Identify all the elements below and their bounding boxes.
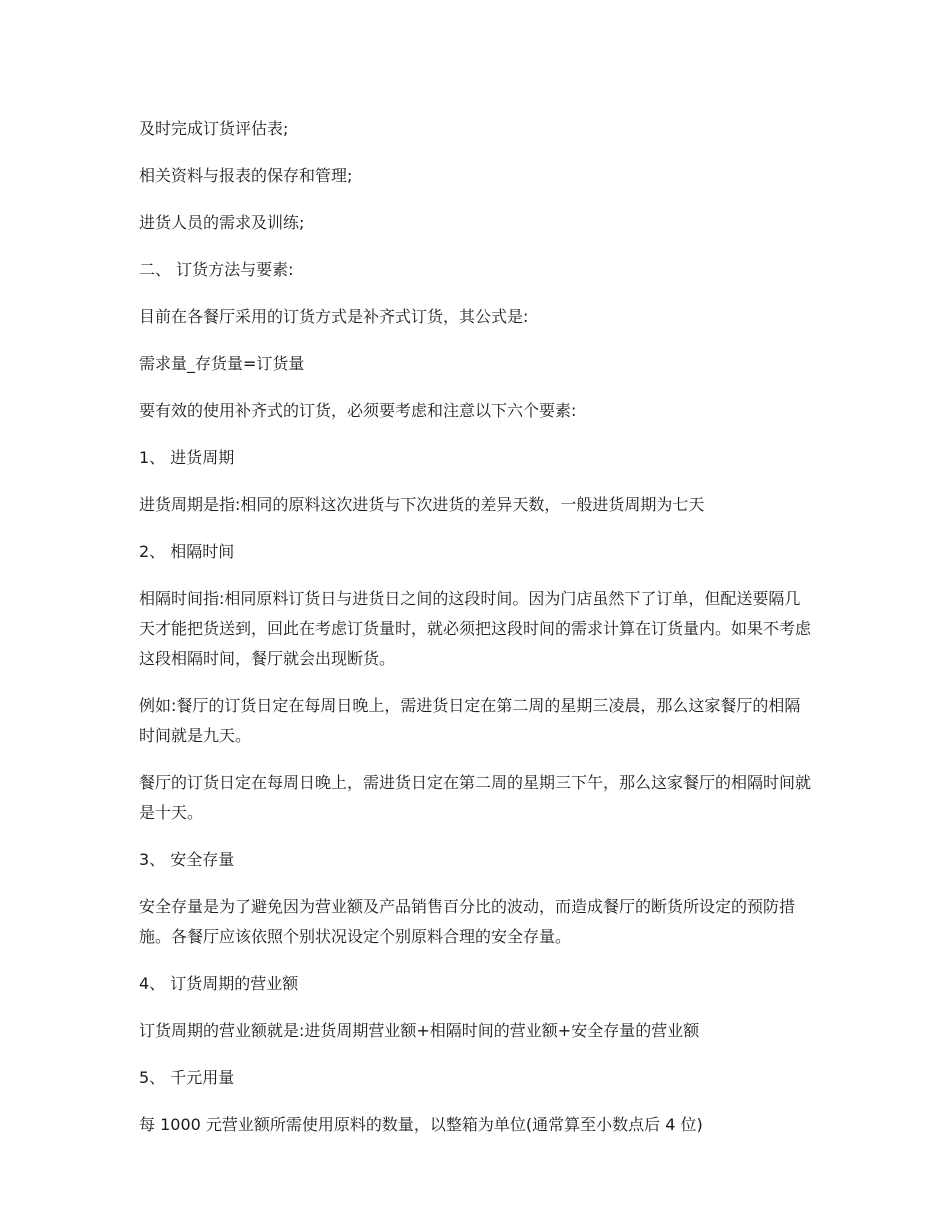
paragraph-ordering-method: 目前在各餐厅采用的订货方式是补齐式订货，其公式是: (139, 307, 529, 326)
paragraph-2: 相关资料与报表的保存和管理; (139, 166, 353, 185)
paragraph-factor-4: 订货周期的营业额就是:进货周期营业额+相隔时间的营业额+安全存量的营业额 (139, 1021, 700, 1040)
paragraph-factor-2: 相隔时间指:相同原料订货日与进货日之间的这段时间。因为门店虽然下了订单，但配送要隔几天才能把货送到，回此在考虑订货量时，就必须把这段时间的需求计算在订货量内。如果不考虑这段相隔时间，餐厅就会出现断货。 (139, 589, 812, 668)
heading-factor-5: 5、 千元用量 (139, 1068, 235, 1087)
paragraph-1: 及时完成订货评估表; (139, 119, 289, 138)
heading-factor-1: 1、 进货周期 (139, 448, 235, 467)
document-body (139, 114, 811, 1157)
paragraph-factor-5: 每 1000 元营业额所需使用原料的数量，以整箱为单位(通常算至小数点后 4 位) (139, 1115, 703, 1134)
paragraph-example-2: 餐厅的订货日定在每周日晚上，需进货日定在第二周的星期三下午，那么这家餐厅的相隔时间就是十天。 (139, 773, 812, 822)
paragraph-factor-1: 进货周期是指:相同的原料这次进货与下次进货的差异天数，一般进货周期为七天 (139, 495, 705, 514)
section-heading-ordering-method: 二、 订货方法与要素: (139, 260, 294, 279)
paragraph-3: 进货人员的需求及训练; (139, 213, 305, 232)
heading-factor-2: 2、 相隔时间 (139, 542, 235, 561)
heading-factor-4: 4、 订货周期的营业额 (139, 974, 299, 993)
paragraph-factor-3: 安全存量是为了避免因为营业额及产品销售百分比的波动，而造成餐厅的断货所设定的预防措施。各餐厅应该依照个别状况设定个别原料合理的安全存量。 (139, 897, 796, 946)
heading-factor-3: 3、 安全存量 (139, 850, 235, 869)
paragraph-example-1: 例如:餐厅的订货日定在每周日晚上，需进货日定在第二周的星期三凌晨，那么这家餐厅的相隔时间就是九天。 (139, 696, 801, 745)
formula: 需求量_存货量=订货量 (139, 354, 305, 373)
paragraph-six-factors: 要有效的使用补齐式的订货，必须要考虑和注意以下六个要素: (139, 401, 577, 420)
